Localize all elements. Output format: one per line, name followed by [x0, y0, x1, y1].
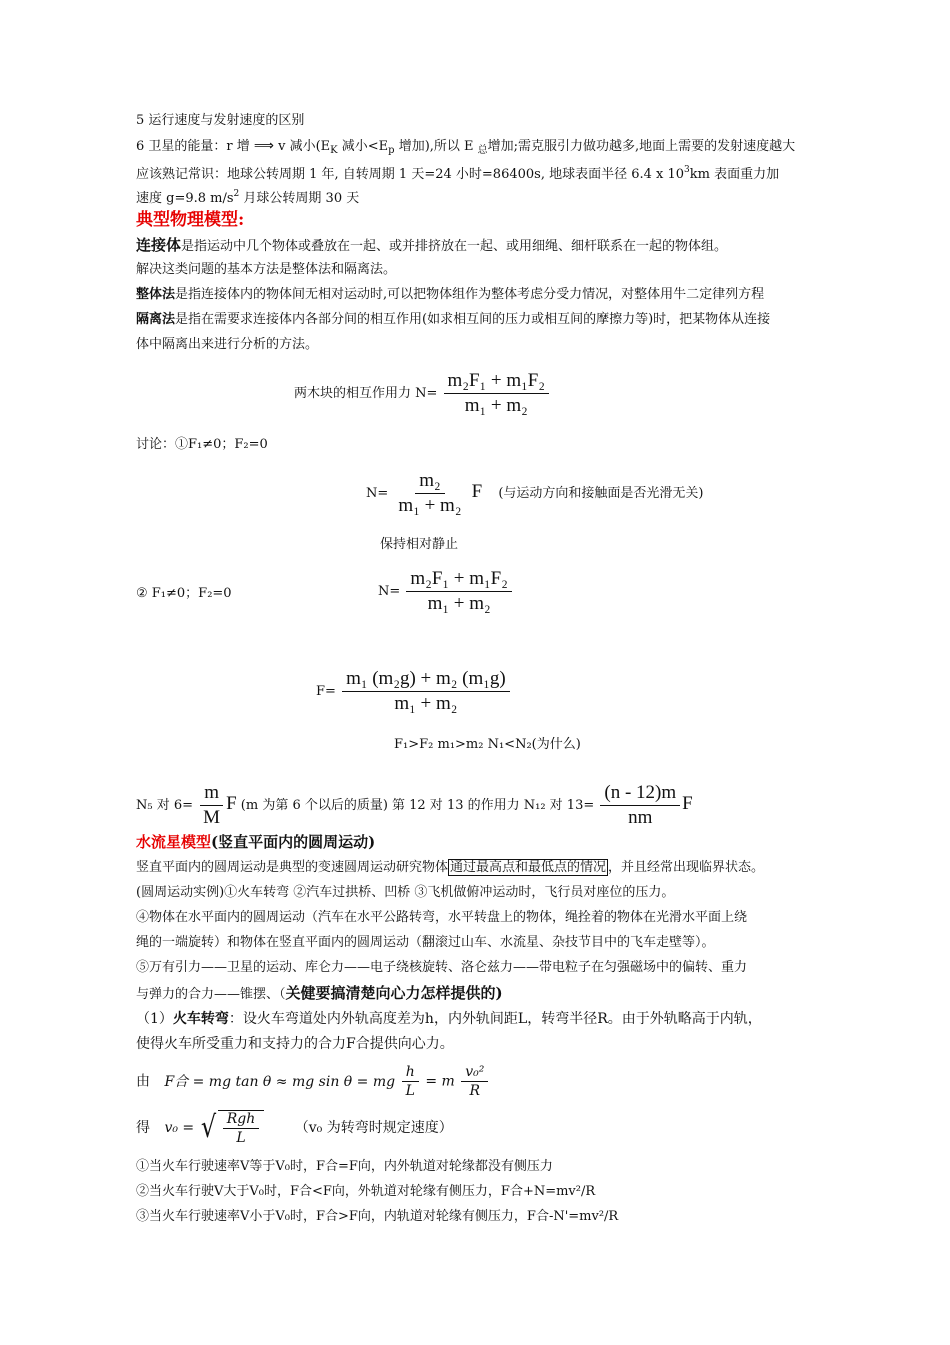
equation-interaction-force — [294, 370, 551, 417]
text: 月球公转周期 30 天 — [239, 191, 360, 206]
heading-subtext: (竖直平面内的圆周运动) — [211, 833, 376, 851]
text-line-connected-body — [136, 236, 727, 256]
subscript: K — [330, 145, 338, 156]
denominator: m₁ + m₂ — [464, 395, 528, 416]
text-line-common-knowledge — [136, 161, 779, 184]
text: 5 运行速度与发射速度的区别 — [136, 113, 305, 128]
fraction — [600, 782, 680, 829]
text-line-gravity — [136, 185, 359, 208]
subscript: p — [388, 145, 395, 156]
numerator: m₂F₁ + m₁F₂ — [444, 370, 549, 394]
text: 增加),所以 E — [394, 139, 478, 154]
equation-mid: = m — [425, 1073, 455, 1090]
denominator: L — [405, 1083, 415, 1099]
equation-label: N₅ 对 6= — [136, 798, 194, 813]
text: 使得火车所受重力和支持力的合力F合提供向心力。 — [136, 1036, 454, 1052]
denominator: m₁ + m₂ — [398, 495, 462, 516]
fraction — [444, 370, 549, 417]
equation-lhs: F合 = mg tan θ ≈ mg sin θ = mg — [164, 1073, 396, 1090]
text: 是指运动中几个物体或叠放在一起、或并排挤放在一起、或用细绳、细杆联系在一起的物体组。 — [181, 239, 728, 254]
text-line-horizontal-circle — [136, 909, 747, 927]
equation-n-case1 — [366, 470, 703, 517]
text: ③当火车行驶速率V小于V₀时，F合>F向，内轨道对轮缘有侧压力，F合-N'=mv²/R — [136, 1209, 619, 1224]
term-connected-body: 连接体 — [136, 236, 182, 254]
numerator: Rgh — [223, 1111, 260, 1129]
text-line-speed-difference — [136, 112, 304, 130]
equation-note: (m 为第 6 个以后的质量) — [240, 798, 388, 813]
text-line-discussion-2 — [136, 585, 232, 603]
text: （1） — [136, 1011, 173, 1027]
equation-prefix: 由 — [136, 1073, 150, 1090]
numerator: m — [200, 782, 223, 806]
equation-label: 两木块的相互作用力 N= — [294, 386, 438, 401]
text: 增加;需克服引力做功越多,地面上需要的发射速度越大 — [487, 139, 796, 154]
text-line-key-point — [136, 984, 503, 1004]
equation-prefix: 得 — [136, 1120, 150, 1136]
text: ②当火车行驶V大于V₀时，F合<F向，外轨道对轮缘有侧压力，F合+N=mv²/R — [136, 1184, 596, 1199]
equation-n-case2 — [378, 568, 514, 615]
heading-typical-models — [136, 209, 244, 231]
text: ：设火车弯道处内外轨高度差为h，内外轨间距L，转弯半径R。由于外轨略高于内轨， — [228, 1011, 762, 1027]
equation-note: (与运动方向和接触面是否光滑无关) — [498, 486, 704, 501]
fraction — [461, 1064, 488, 1099]
text-line-horizontal-circle-cont — [136, 934, 715, 952]
text-line-isolation-method — [136, 311, 770, 329]
denominator: nm — [628, 807, 653, 828]
equation-f — [316, 668, 512, 715]
equation-v0 — [136, 1110, 453, 1146]
text: 与弹力的合力——锥摆、（ — [136, 987, 286, 1002]
term-train-turn: 火车转弯 — [172, 1011, 229, 1027]
denominator: L — [236, 1130, 246, 1146]
equation-train-force — [136, 1064, 490, 1099]
fraction — [342, 668, 510, 715]
equation-n56 — [136, 782, 388, 829]
equation-label: 第 12 对 13 的作用力 N₁₂ 对 13= — [392, 798, 595, 813]
force-symbol: F — [226, 793, 237, 814]
text: ④物体在水平面内的圆周运动（汽车在水平公路转弯，水平转盘上的物体，绳拴着的物体在光滑水平面上绕 — [136, 910, 748, 925]
force-symbol: F — [682, 793, 693, 814]
text-line-case-greater — [136, 1183, 595, 1201]
text-line-whole-method — [136, 286, 764, 304]
heading-text: 典型物理模型: — [136, 210, 245, 230]
text: km 表面重力加 — [689, 167, 780, 182]
double-arrow-icon: ⟹ — [253, 138, 274, 154]
equation-n12-13 — [392, 782, 693, 829]
term-isolation-method: 隔离法 — [136, 312, 176, 327]
text: 减小<E — [337, 139, 389, 154]
denominator: R — [469, 1083, 481, 1099]
text: 体中隔离出来进行分析的方法。 — [136, 337, 319, 352]
fraction — [199, 782, 224, 829]
equation-lhs: v₀ = — [164, 1120, 195, 1136]
text-line-case-equal — [136, 1158, 553, 1176]
equation-label: N= — [366, 486, 389, 501]
text: ② F₁≠0；F₂=0 — [136, 586, 232, 601]
numerator: (n - 12)m — [600, 782, 680, 806]
denominator: M — [203, 807, 221, 828]
text-line-discussion-1 — [136, 436, 268, 454]
numerator: m₂ — [415, 470, 444, 494]
heading-text: 水流星模型 — [136, 833, 212, 851]
text-line-satellite-energy — [136, 137, 795, 160]
superscript: 3 — [684, 165, 690, 175]
text-line-isolation-cont — [136, 336, 318, 354]
superscript: 2 — [233, 189, 240, 199]
denominator: m₁ + m₂ — [427, 593, 491, 614]
radical-icon: √ — [200, 1110, 216, 1145]
text-line-vertical-circle — [136, 859, 764, 877]
text: 解决这类问题的基本方法是整体法和隔离法。 — [136, 262, 397, 277]
fraction — [223, 1111, 260, 1146]
heading-water-star-model — [136, 832, 375, 852]
text: 绳的一端旋转）和物体在竖直平面内的圆周运动（翻滚过山车、水流星、杂技节目中的飞车走壁等）。 — [136, 935, 715, 950]
fraction — [402, 1064, 419, 1099]
text-line-gravitation — [136, 959, 747, 977]
text-line-case-less — [136, 1208, 618, 1226]
fraction — [394, 470, 465, 517]
text: 保持相对静止 — [380, 537, 459, 552]
text: 速度 g=9.8 m/s — [136, 191, 234, 206]
text: 应该熟记常识：地球公转周期 1 年, 自转周期 1 天=24 小时=86400s, 地球表面半径 6.4 x 10 — [136, 167, 685, 182]
text-line-train-turn-cont — [136, 1035, 454, 1053]
text-line-relations — [394, 736, 581, 754]
text: 讨论：①F₁≠0；F₂=0 — [136, 437, 268, 452]
fraction — [406, 568, 511, 615]
numerator: m₂F₁ + m₁F₂ — [406, 568, 511, 592]
equation-label: F= — [316, 684, 336, 699]
text: ⑤万有引力——卫星的运动、库仑力——电子绕核旋转、洛仑兹力——带电粒子在匀强磁场中的偏转、重力 — [136, 960, 748, 975]
numerator: h — [402, 1064, 419, 1082]
square-root — [199, 1110, 265, 1146]
boxed-highlight: 通过最高点和最低点的情况 — [450, 860, 607, 875]
text-line-train-turn — [136, 1010, 762, 1028]
text: ①当火车行驶速率V等于V₀时，F合=F向，内外轨道对轮缘都没有侧压力 — [136, 1159, 553, 1174]
force-symbol: F — [471, 481, 483, 502]
key-point-text: 关健要搞清楚向心力怎样提供的) — [285, 984, 503, 1002]
numerator: m₁ (m₂g) + m₂ (m₁g) — [342, 668, 510, 692]
equation-note: （v₀ 为转弯时规定速度） — [294, 1120, 453, 1136]
denominator: m₁ + m₂ — [394, 693, 458, 714]
text: ，并且经常出现临界状态。 — [608, 860, 765, 875]
text-line-examples — [136, 884, 674, 902]
text: 6 卫星的能量：r 增 — [136, 139, 250, 154]
text-line-keep-static — [380, 536, 458, 554]
text: 是指连接体内的物体间无相对运动时,可以把物体组作为整体考虑分受力情况，对整体用牛二定律列方程 — [175, 287, 765, 302]
text-line-methods — [136, 261, 396, 279]
text: v 减小(E — [278, 139, 331, 154]
text: (圆周运动实例)①火车转弯 ②汽车过拱桥、凹桥 ③飞机做俯冲运动时，飞行员对座位的压力。 — [136, 885, 675, 900]
subscript: 总 — [477, 145, 488, 156]
equation-label: N= — [378, 584, 401, 599]
text: 是指在需要求连接体内各部分间的相互作用(如求相互间的压力或相互间的摩擦力等)时，把某物体从连接 — [175, 312, 771, 327]
numerator: v₀² — [461, 1064, 488, 1082]
text: 竖直平面内的圆周运动是典型的变速圆周运动研究物体 — [136, 860, 449, 875]
term-whole-method: 整体法 — [136, 287, 176, 302]
text: F₁>F₂ m₁>m₂ N₁<N₂(为什么) — [394, 737, 581, 752]
